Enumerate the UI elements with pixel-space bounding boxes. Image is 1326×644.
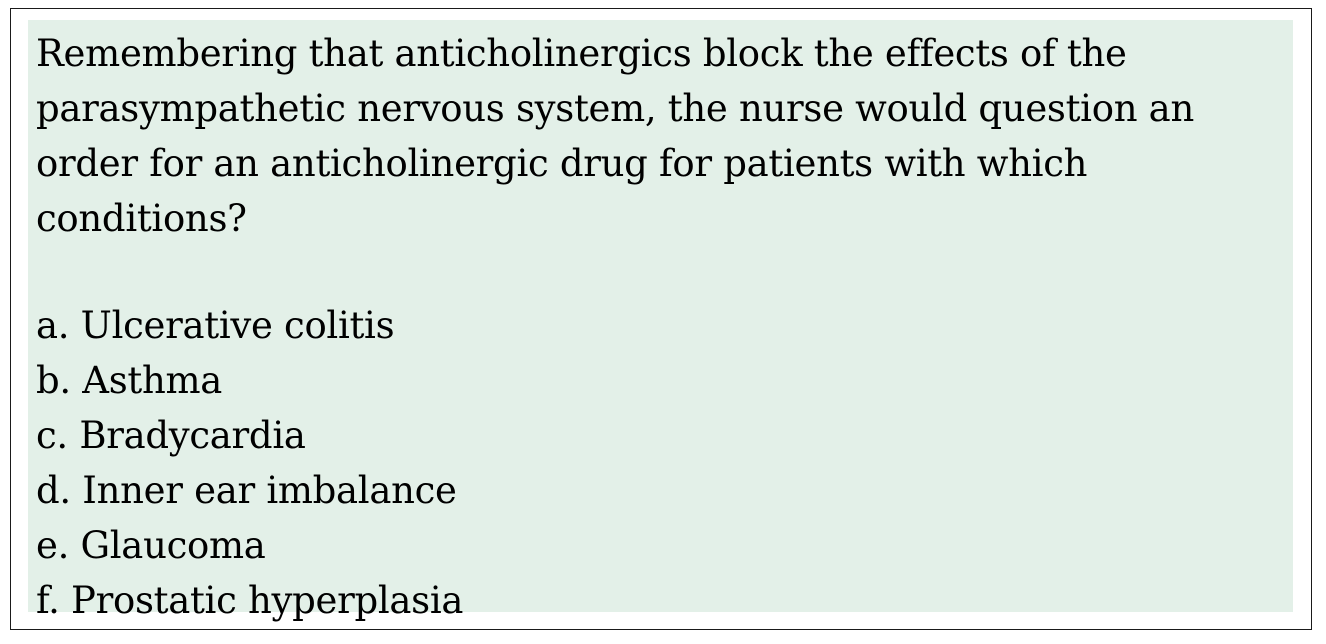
option-a: a. Ulcerative colitis xyxy=(36,304,395,347)
option-b: b. Asthma xyxy=(36,359,223,402)
option-e: e. Glaucoma xyxy=(36,524,266,567)
option-d: d. Inner ear imbalance xyxy=(36,469,457,512)
option-c: c. Bradycardia xyxy=(36,414,306,457)
question-panel xyxy=(28,20,1293,622)
question-card xyxy=(10,8,1312,630)
option-f: f. Prostatic hyperplasia xyxy=(36,579,464,622)
answer-options-list xyxy=(36,298,463,628)
question-text: Remembering that anticholinergics block the effects of the parasympathetic nervous system, the nurse would question an order for an anticholinergic drug for patients with which conditions? xyxy=(36,32,1194,240)
